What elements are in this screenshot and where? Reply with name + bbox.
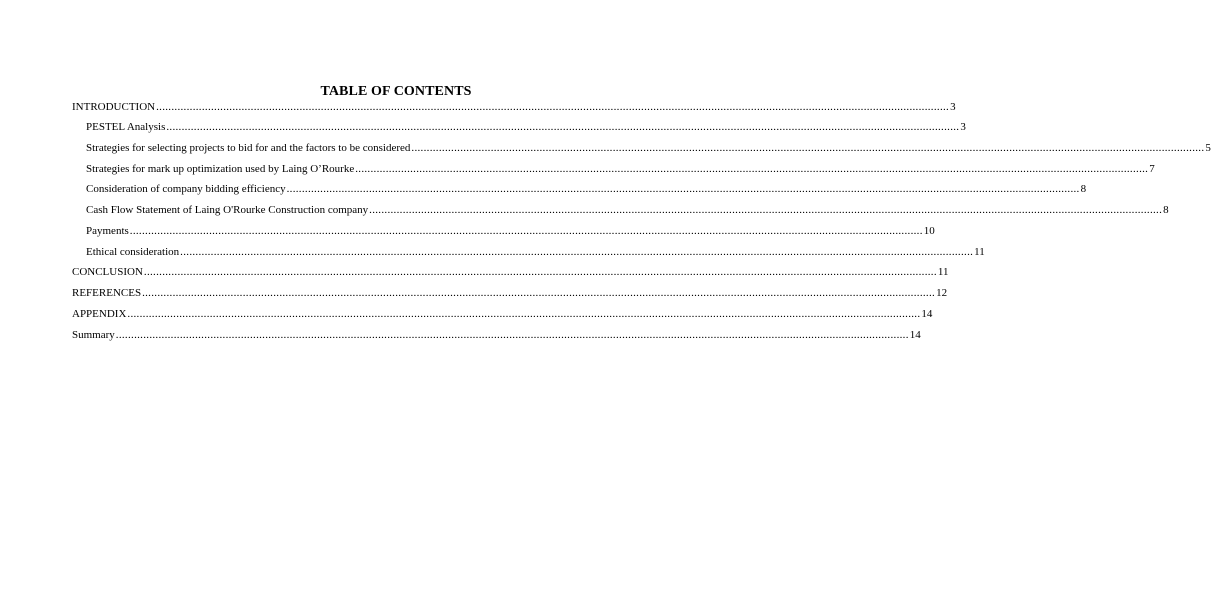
toc-entry-references[interactable] [72,286,948,301]
toc-entry-page: 7 [1149,163,1155,175]
toc-entry-payments[interactable] [86,224,935,239]
toc-entry-page: 3 [950,101,956,113]
toc-entry-label: CONCLUSION [72,266,143,278]
toc-entry-label: Consideration of company bidding efficiency [86,183,286,195]
toc-entry-bidding-efficiency[interactable] [86,182,1087,197]
toc-entry-summary[interactable] [72,328,921,343]
toc-entry-label: Strategies for mark up optimization used by Laing O’Rourke [86,163,355,175]
toc-entry-label: PESTEL Analysis [86,121,166,133]
toc-entry-label: APPENDIX [72,308,127,320]
toc-entry-label: INTRODUCTION [72,101,156,113]
toc-dot-leader [355,162,1148,177]
toc-dot-leader [287,182,1080,197]
toc-entry-page: 10 [923,225,935,237]
toc-dot-leader [116,328,909,343]
toc-entry-ethical-consideration[interactable] [86,245,985,260]
toc-entry-label: Strategies for selecting projects to bid for and the factors to be considered [86,142,411,154]
toc-dot-leader [180,245,973,260]
toc-entry-introduction[interactable] [72,100,956,115]
toc-entry-conclusion[interactable] [72,265,949,280]
toc-entry-label: Payments [86,225,129,237]
toc-dot-leader [411,141,1204,156]
toc-entry-page: 8 [1080,183,1087,195]
toc-dot-leader [130,224,923,239]
toc-dot-leader [144,265,937,280]
toc-entry-page: 14 [909,329,921,341]
toc-entry-page: 11 [937,266,949,278]
toc-dot-leader [142,286,935,301]
toc-entry-page: 12 [936,287,948,299]
toc-entry-page: 11 [974,246,985,258]
toc-entry-label: REFERENCES [72,287,142,299]
toc-title: TABLE OF CONTENTS [320,84,472,99]
toc-entry-page: 8 [1163,204,1169,216]
toc-entry-label: Summary [72,329,115,341]
toc-entry-page: 3 [960,121,966,133]
toc-entry-page: 5 [1205,142,1211,154]
toc-entry-pestel-analysis[interactable] [86,120,966,135]
toc-entry-strategies-selecting-projects[interactable] [86,141,1211,156]
toc-dot-leader [166,120,959,135]
toc-entry-appendix[interactable] [72,307,933,322]
toc-dot-leader [156,100,949,115]
toc-entry-strategies-mark-up[interactable] [86,162,1155,177]
toc-entry-label: Cash Flow Statement of Laing O'Rourke Construction company [86,204,369,216]
toc-dot-leader [369,203,1162,218]
toc-entry-label: Ethical consideration [86,246,180,258]
toc-dot-leader [127,307,920,322]
toc-entry-page: 14 [921,308,933,320]
toc-entry-cash-flow-statement[interactable] [86,203,1169,218]
